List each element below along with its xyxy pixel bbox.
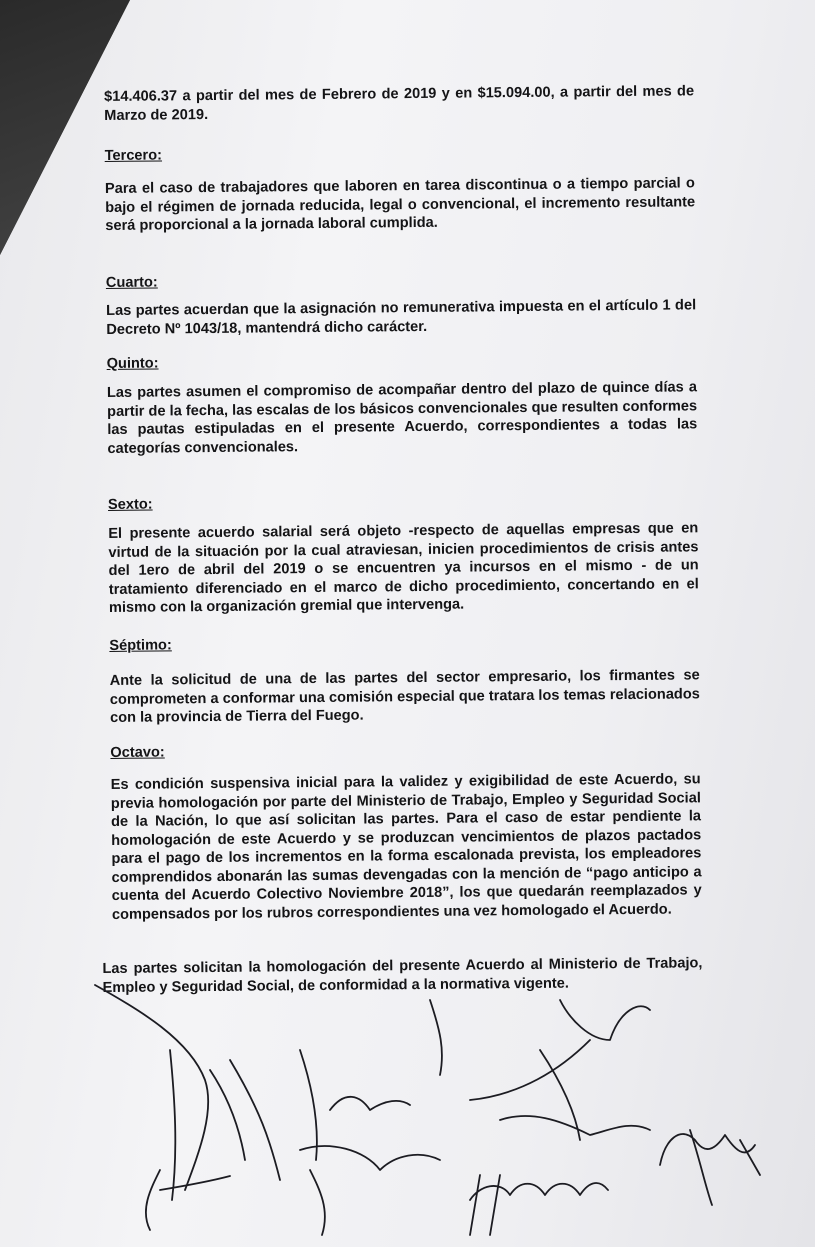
section-heading-tercero: Tercero:: [104, 147, 163, 164]
section-text-tercero: Para el caso de trabajadores que laboren en tarea discontinua o a tiempo parcial o bajo el régimen de jornada reducida, legal o convencional, el incremento resultante será proporcional a la jornada laboral cumplida.: [104, 175, 696, 234]
section-heading-quinto: Quinto:: [106, 355, 159, 372]
section-heading-cuarto: Cuarto:: [105, 274, 158, 291]
closing-paragraph: Las partes solicitan la homologación del presente Acuerdo al Ministerio de Trabajo, Empleo y Seguridad Social, de conformidad a la normativa vigente.: [102, 955, 703, 996]
section-heading-septimo: Séptimo:: [109, 637, 172, 654]
section-text-sexto: El presente acuerdo salarial será objeto -respecto de aquellas empresas que en virtud de la situación por la cual atraviesan, inicien procedimientos de crisis antes del 1ero de abril del 2019 o se encuentren ya incursos en el mismo - de un tratamiento diferenciado en el marco de dicho procedimiento, concertando en el mismo con la organización gremial que intervenga.: [108, 520, 699, 616]
section-text-quinto: Las partes asumen el compromiso de acompañar dentro del plazo de quince días a partir de la fecha, las escalas de los básicos convencionales que resulten conformes las pautas estipuladas en el presente Acuerdo, correspondientes a todas las categorías convencionales.: [106, 379, 698, 457]
opening-paragraph: $14.406.37 a partir del mes de Febrero de 2019 y en $15.094.00, a partir del mes de Marzo de 2019.: [104, 83, 695, 124]
section-text-septimo: Ante la solicitud de una de las partes del sector empresario, los firmantes se comprometen a conformar una comisión especial que tratara los temas relacionados con la provincia de Tierra del Fuego.: [109, 667, 700, 726]
section-text-cuarto: Las partes acuerdan que la asignación no remunerativa impuesta en el artículo 1 del Decreto Nº 1043/18, mantendrá dicho carácter.: [106, 297, 697, 338]
section-text-octavo: Es condición suspensiva inicial para la validez y exigibilidad de este Acuerdo, su previa homologación por parte del Ministerio de Trabajo, Empleo y Seguridad Social de la Nación, lo que así solicitan las partes. Para el caso de estar pendiente la homologación de este Acuerdo y se produzcan vencimientos de plazos pactados para el pago de los incrementos en la forma escalonada prevista, los empleadores comprendidos abonarán las sumas devengadas con la mención de “pago anticipo a cuenta del Acuerdo Colectivo Noviembre 2018”, los que quedarán reemplazados y compensados por los rubros correspondientes una vez homologado el Acuerdo.: [110, 771, 702, 923]
section-heading-octavo: Octavo:: [110, 744, 165, 761]
section-heading-sexto: Sexto:: [107, 496, 153, 513]
